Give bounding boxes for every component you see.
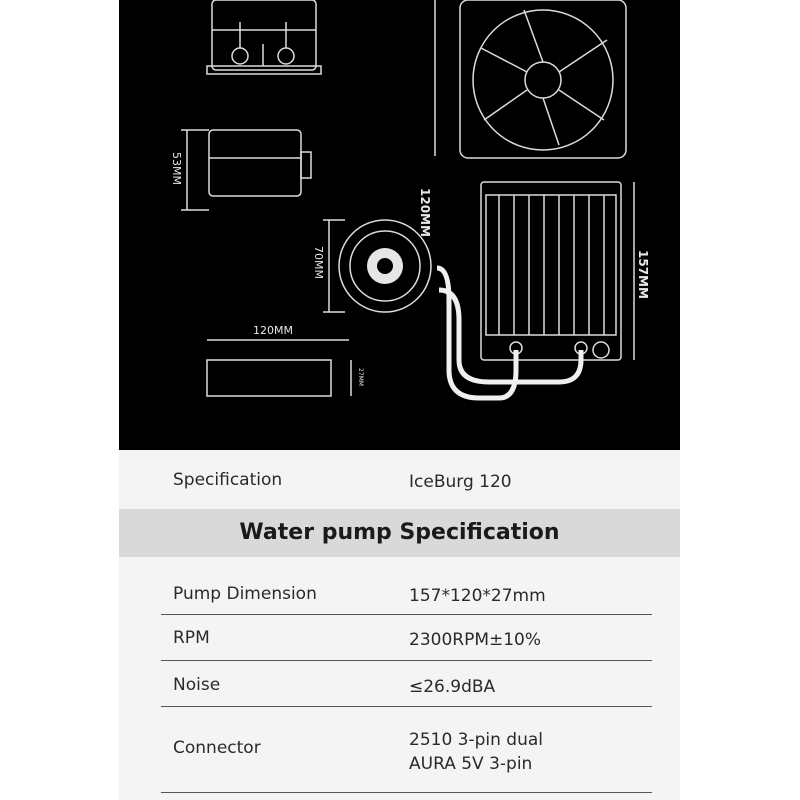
specification-table bbox=[119, 450, 680, 800]
radiator-view bbox=[481, 182, 634, 360]
radiator-profile-view bbox=[207, 340, 351, 396]
spec-row-value-line-2: AURA 5V 3-pin bbox=[409, 754, 533, 774]
section-title-band bbox=[119, 509, 680, 557]
spec-row-value: 2300RPM±10% bbox=[409, 630, 542, 650]
fan-width-label: 120MM bbox=[418, 188, 432, 237]
spec-row-value: ≤26.9dBA bbox=[409, 677, 496, 697]
fan-view bbox=[435, 0, 626, 158]
pump-front-view bbox=[207, 0, 321, 74]
radiator-height-label: 157MM bbox=[636, 250, 650, 299]
dimension-drawing bbox=[119, 0, 680, 450]
spec-row-value-line-1: 2510 3-pin dual bbox=[409, 730, 544, 750]
spec-row-value: 157*120*27mm bbox=[409, 586, 546, 606]
spec-row-label: Pump Dimension bbox=[173, 584, 317, 604]
radiator-thickness-label: 27MM bbox=[357, 368, 364, 386]
spec-row-label: Connector bbox=[173, 738, 261, 758]
spec-row-label: Noise bbox=[173, 675, 221, 695]
pump-side-view bbox=[181, 130, 311, 210]
spec-header-label: Specification bbox=[173, 470, 283, 490]
row-divider bbox=[161, 706, 652, 707]
row-divider bbox=[161, 792, 652, 793]
radiator-width-label: 120MM bbox=[253, 324, 293, 337]
row-divider bbox=[161, 614, 652, 615]
pump-diameter-label: 70MM bbox=[312, 246, 325, 279]
row-divider bbox=[161, 660, 652, 661]
product-dimension-diagram bbox=[119, 0, 680, 450]
pump-top-view bbox=[323, 220, 431, 312]
spec-row-label: RPM bbox=[173, 628, 210, 648]
spec-header-value: IceBurg 120 bbox=[409, 472, 512, 492]
pump-height-label: 53MM bbox=[170, 152, 183, 185]
section-title: Water pump Specification bbox=[239, 520, 560, 545]
